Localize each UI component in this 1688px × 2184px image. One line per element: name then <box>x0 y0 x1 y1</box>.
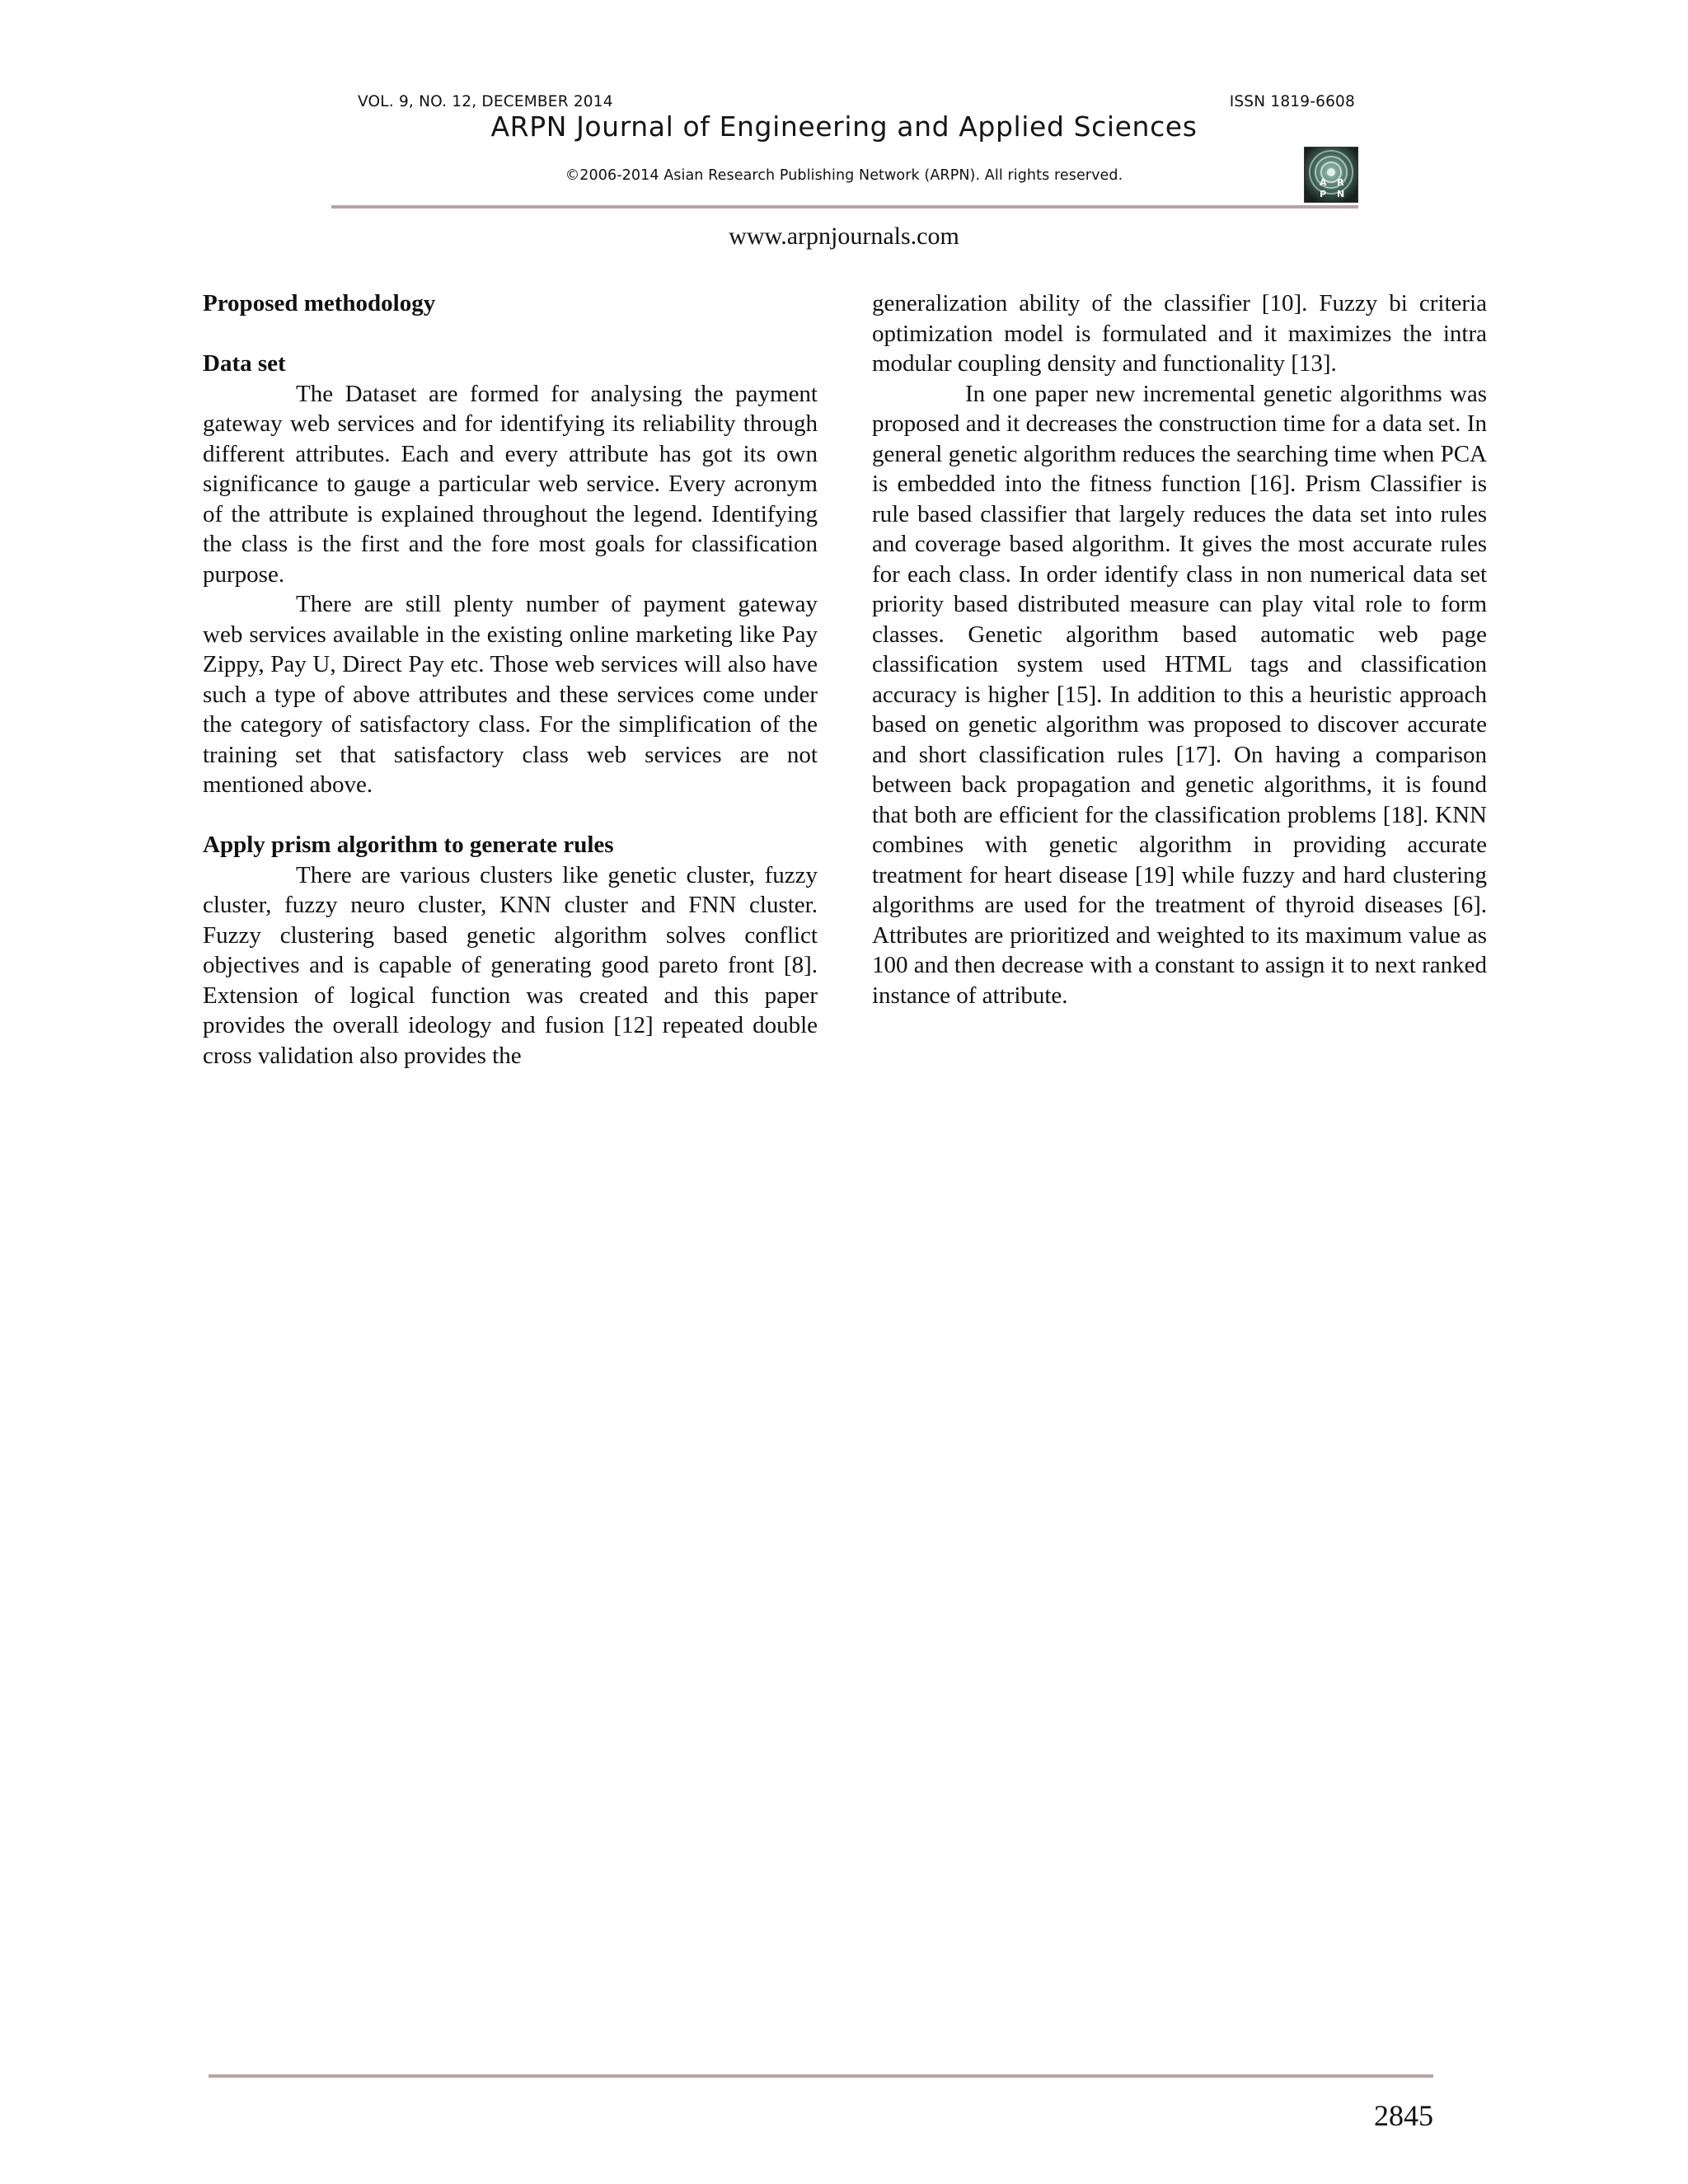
paragraph-dataset-1: The Dataset are formed for analysing the payment gateway web services and for identifying its reliability through different attributes. Each and every attribute has got its own significance to gauge a particular web service. Every acronym of the attribute is explained throughout the legend. Identifying the class is the first and the fore most goals for classification purpose. <box>203 380 818 588</box>
footer-rule <box>209 2074 1433 2078</box>
svg-text:A: A <box>1320 177 1327 188</box>
header-issn: ISSN 1819-6608 <box>1229 93 1355 110</box>
paragraph-continued: generalization ability of the classifier [10]. Fuzzy bi criteria optimization model is formulated and it maximizes the intra modular coupling density and functionality [13]. <box>872 290 1487 377</box>
copyright-notice: ©2006-2014 Asian Research Publishing Network (ARPN). All rights reserved. <box>565 167 1123 184</box>
page-number: 2845 <box>1374 2099 1433 2132</box>
paragraph-prism-1: There are various clusters like genetic cluster, fuzzy cluster, fuzzy neuro cluster, KNN cluster and FNN cluster. Fuzzy clustering based genetic algorithm solves conflict objectives and is capable of generating good pareto front [8]. Extension of logical function was created and this paper provides the overall ideology and fusion [12] repeated double cross validation also provides the <box>203 861 818 1069</box>
heading-prism-algorithm: Apply prism algorithm to generate rules <box>203 832 614 858</box>
header-rule <box>331 205 1358 209</box>
arpn-logo <box>1304 147 1358 203</box>
website-url: www.arpnjournals.com <box>729 223 959 250</box>
heading-data-set: Data set <box>203 350 286 377</box>
heading-proposed-methodology: Proposed methodology <box>203 290 436 316</box>
paragraph-dataset-2: There are still plenty number of payment gateway web services available in the existing online marketing like Pay Zippy, Pay U, Direct Pay etc. Those web services will also have such a type of above attributes and these services come under the category of satisfactory class. For the simplification of the training set that satisfactory class web services are not mentioned above. <box>203 591 818 798</box>
spacer <box>203 800 818 831</box>
header-volume: VOL. 9, NO. 12, DECEMBER 2014 <box>358 93 613 110</box>
arpn-logo-icon <box>1305 148 1357 202</box>
journal-title: ARPN Journal of Engineering and Applied Sciences <box>490 110 1198 143</box>
paragraph-incremental: In one paper new incremental genetic algorithms was proposed and it decreases the construction time for a data set. In general genetic algorithm reduces the searching time when PCA is embedded into the fitness function [16]. Prism Classifier is rule based classifier that largely reduces the data set into rules and coverage based algorithm. It gives the most accurate rules for each class. In order identify class in non numerical data set priority based distributed measure can play vital role to form classes. Genetic algorithm based automatic web page classification system used HTML tags and classification accuracy is higher [15]. In addition to this a heuristic approach based on genetic algorithm was proposed to discover accurate and short classification rules [17]. On having a comparison between back propagation and genetic algorithms, it is found that both are efficient for the classification problems [18]. KNN combines with genetic algorithm in providing accurate treatment for heart disease [19] while fuzzy and hard clustering algorithms are used for the treatment of thyroid diseases [6]. Attributes are prioritized and weighted to its maximum value as 100 and then decrease with a constant to assign it to next ranked instance of attribute. <box>872 380 1487 1009</box>
svg-text:R: R <box>1337 177 1344 188</box>
svg-text:N: N <box>1337 189 1345 199</box>
svg-text:P: P <box>1320 189 1327 199</box>
spacer <box>203 319 818 349</box>
left-column <box>203 288 818 1071</box>
right-column <box>872 288 1487 1010</box>
